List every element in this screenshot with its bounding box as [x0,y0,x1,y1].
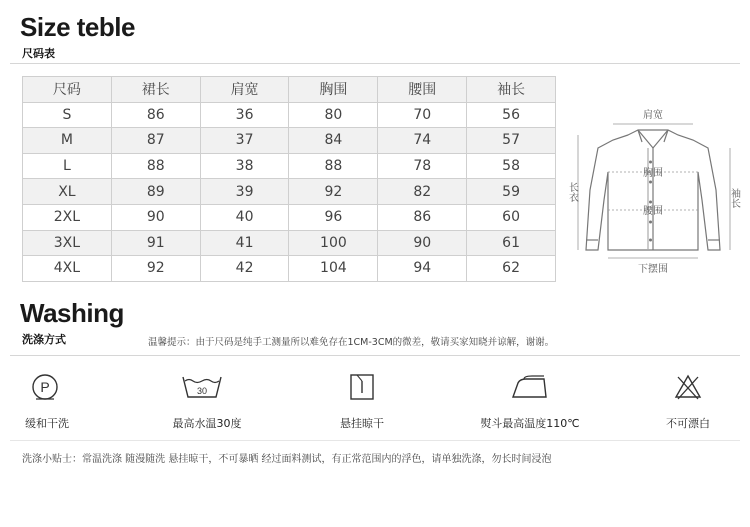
table-cell: 90 [111,204,200,230]
table-cell: 80 [289,102,378,128]
care-label-hang-dry: 悬挂晾干 [340,417,384,430]
table-cell: 92 [111,256,200,282]
diagram-hem-label: 下摆围 [638,264,668,275]
table-cell: 78 [378,153,467,179]
table-cell: 56 [467,102,556,128]
table-header-cell: 裙长 [111,77,200,103]
diagram-shoulder-label: 肩宽 [643,110,663,121]
table-row [23,179,556,205]
table-cell: 59 [467,179,556,205]
diagram-waist-label: 腰围 [643,206,663,217]
table-cell: 70 [378,102,467,128]
svg-text:P: P [40,379,50,395]
table-header-cell: 袖长 [467,77,556,103]
table-row [23,256,556,282]
care-label-wash-temp: 最高水温30度 [172,417,242,430]
care-label-dry-clean: 缓和干洗 [25,417,69,430]
table-header-cell: 胸围 [289,77,378,103]
care-label-iron: 熨斗最高温度110℃ [480,417,580,430]
table-cell: 37 [200,128,289,154]
size-subtitle: 尺码表 [22,47,55,60]
table-cell: 58 [467,153,556,179]
diagram-sleeve-label: 袖长 [728,188,740,208]
table-cell: 92 [289,179,378,205]
table-cell: 86 [111,102,200,128]
table-cell: 90 [378,230,467,256]
table-cell: 39 [200,179,289,205]
table-cell: 91 [111,230,200,256]
table-header-row [23,77,556,103]
table-cell: 61 [467,230,556,256]
shirt-diagram [568,100,738,280]
table-cell: 60 [467,204,556,230]
hang-dry-icon [349,373,375,401]
table-cell: 74 [378,128,467,154]
table-row [23,128,556,154]
table-row [23,102,556,128]
table-cell: 87 [111,128,200,154]
table-cell: 82 [378,179,467,205]
dry-clean-icon [30,372,60,402]
table-cell: 4XL [23,256,112,282]
diagram-chest-label: 胸围 [643,168,663,179]
table-cell: 100 [289,230,378,256]
table-cell: 41 [200,230,289,256]
table-cell: 94 [378,256,467,282]
table-cell: M [23,128,112,154]
washing-tip: 洗涤小贴士：常温洗涤 随漫随洗 悬挂晾干，不可暴晒 经过面料测试，有正常范围内的浮色，请单独洗涤，勿长时间浸泡 [22,454,552,465]
divider-bottom [10,440,740,441]
table-cell: 84 [289,128,378,154]
table-row [23,153,556,179]
table-cell: 42 [200,256,289,282]
divider-top [10,63,740,64]
measurement-note: 温馨提示：由于尺码是纯手工测量所以难免存在1CM-3CM的微差，敬请买家知晓并谅解，谢谢。 [148,337,555,348]
washing-title: Washing [20,298,124,328]
table-cell: 86 [378,204,467,230]
table-cell: 36 [200,102,289,128]
table-cell: 88 [111,153,200,179]
table-cell: 38 [200,153,289,179]
table-row [23,204,556,230]
table-cell: 3XL [23,230,112,256]
table-row [23,230,556,256]
care-label-no-bleach: 不可漂白 [666,417,710,430]
divider-mid [10,355,740,356]
svg-text:30: 30 [196,386,208,396]
shirt-collar [638,130,668,148]
table-cell: 96 [289,204,378,230]
table-cell: 104 [289,256,378,282]
table-header-cell: 尺码 [23,77,112,103]
table-cell: 2XL [23,204,112,230]
iron-icon [510,375,550,401]
size-table [22,76,556,282]
table-cell: 57 [467,128,556,154]
size-title: Size teble [20,12,135,42]
table-cell: 40 [200,204,289,230]
table-header-cell: 肩宽 [200,77,289,103]
table-cell: L [23,153,112,179]
table-cell: 88 [289,153,378,179]
wash-30-icon [180,373,224,401]
washing-subtitle: 洗涤方式 [22,333,66,346]
table-cell: S [23,102,112,128]
diagram-length-label: 长衣 [566,182,578,202]
table-cell: XL [23,179,112,205]
table-header-cell: 腰围 [378,77,467,103]
no-bleach-icon [674,373,702,401]
table-cell: 62 [467,256,556,282]
table-cell: 89 [111,179,200,205]
